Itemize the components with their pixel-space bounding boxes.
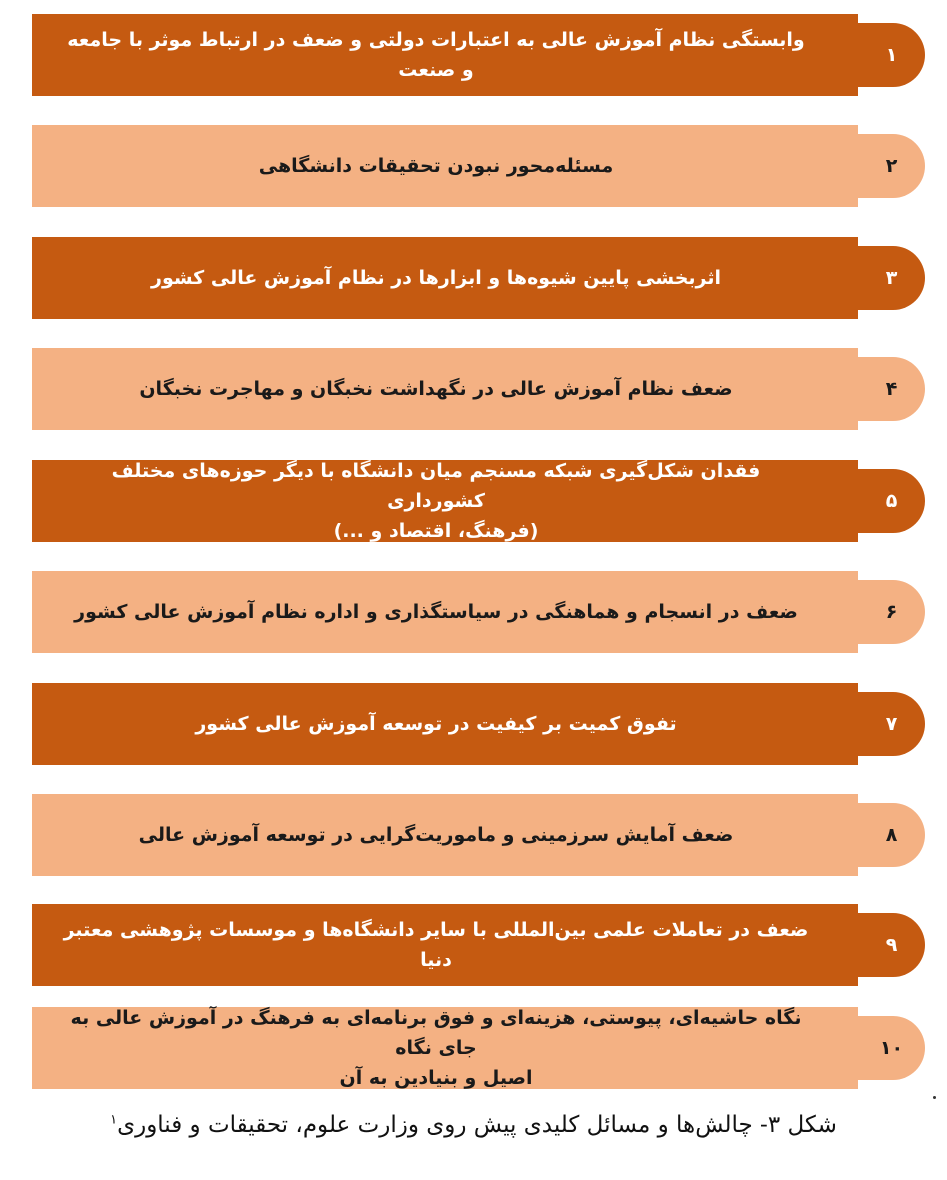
item-bar xyxy=(32,125,858,207)
item-bar xyxy=(32,460,858,542)
figure-caption xyxy=(0,1112,947,1138)
item-number-tab xyxy=(858,246,925,310)
list-item xyxy=(32,125,925,207)
list-item xyxy=(32,14,925,96)
item-bar xyxy=(32,683,858,765)
item-bar xyxy=(32,237,858,319)
item-bar xyxy=(32,348,858,430)
item-text: ضعف نظام آموزش عالی در نگهداشت نخبگان و مهاجرت نخبگان xyxy=(139,378,733,400)
list-item xyxy=(32,348,925,430)
item-bar xyxy=(32,794,858,876)
item-number-tab xyxy=(858,23,925,87)
item-number-tab xyxy=(858,692,925,756)
item-bar xyxy=(32,14,858,96)
item-text: ضعف در انسجام و هماهنگی در سیاستگذاری و اداره نظام آموزش عالی کشور xyxy=(74,601,798,623)
item-number-tab xyxy=(858,357,925,421)
item-bar xyxy=(32,571,858,653)
item-number-tab xyxy=(858,803,925,867)
caption-text: شکل ۳- چالش‌ها و مسائل کلیدی پیش روی وزارت علوم، تحقیقات و فناوری xyxy=(117,1112,837,1138)
item-number-tab xyxy=(858,134,925,198)
list-item xyxy=(32,794,925,876)
item-text: مسئله‌محور نبودن تحقیقات دانشگاهی xyxy=(258,155,614,177)
item-number: ۷ xyxy=(885,713,898,735)
item-text: نگاه حاشیه‌ای، پیوستی، هزینه‌ای و فوق برنامه‌ای به فرهنگ در آموزش عالی به جای نگاه اصیل و بنیادین به آن xyxy=(70,1007,802,1089)
item-number: ۸ xyxy=(885,824,898,846)
item-number: ۹ xyxy=(885,934,898,956)
list-item xyxy=(32,683,925,765)
item-text: وابستگی نظام آموزش عالی به اعتبارات دولتی و ضعف در ارتباط موثر با جامعه و صنعت xyxy=(67,29,805,81)
item-number: ۳ xyxy=(885,267,898,289)
item-text: ضعف در تعاملات علمی بین‌المللی با سایر دانشگاه‌ها و موسسات پژوهشی معتبر دنیا xyxy=(63,919,809,971)
item-bar xyxy=(32,1007,858,1089)
list-item xyxy=(32,904,925,986)
item-bar xyxy=(32,904,858,986)
item-number: ۴ xyxy=(885,378,898,400)
stray-dot xyxy=(933,1096,936,1099)
item-number-tab xyxy=(858,913,925,977)
item-number-tab xyxy=(858,580,925,644)
item-text: فقدان شکل‌گیری شبکه مسنجم میان دانشگاه با دیگر حوزه‌های مختلف کشورداری (فرهنگ، اقتصاد و ...) xyxy=(111,460,761,542)
item-number: ۶ xyxy=(885,601,898,623)
list-item xyxy=(32,571,925,653)
item-text: ضعف آمایش سرزمینی و ماموریت‌گرایی در توسعه آموزش عالی xyxy=(138,824,734,846)
footnote-marker: ۱ xyxy=(110,1112,118,1128)
item-number-tab xyxy=(858,469,925,533)
list-item xyxy=(32,1007,925,1089)
item-number: ۱۰ xyxy=(879,1037,904,1059)
item-number-tab xyxy=(858,1016,925,1080)
list-item xyxy=(32,460,925,542)
item-text: اثربخشی پایین شیوه‌ها و ابزارها در نظام آموزش عالی کشور xyxy=(151,267,721,289)
item-number: ۱ xyxy=(885,44,898,66)
list-item xyxy=(32,237,925,319)
item-text: تفوق کمیت بر کیفیت در توسعه آموزش عالی کشور xyxy=(195,713,677,735)
item-number: ۵ xyxy=(885,490,898,512)
item-number: ۲ xyxy=(885,155,898,177)
